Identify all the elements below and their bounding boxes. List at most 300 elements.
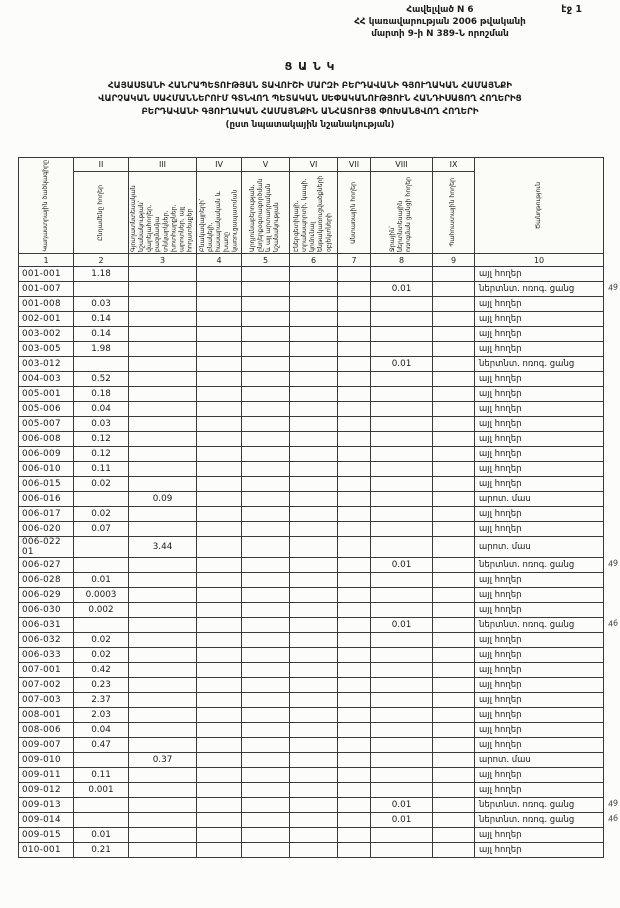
value-cell	[242, 267, 290, 282]
note-text: այլ հողեր	[479, 680, 522, 690]
column-numeral: IV	[197, 158, 242, 172]
value-cell	[433, 402, 475, 417]
table-row	[19, 813, 604, 828]
table-row	[19, 342, 604, 357]
value-cell: 0.14	[74, 327, 129, 342]
value-cell	[242, 387, 290, 402]
value-cell	[371, 828, 433, 843]
table-row	[19, 462, 604, 477]
note-cell	[475, 372, 604, 387]
value-cell	[338, 783, 371, 798]
value-cell	[197, 327, 242, 342]
value-cell	[290, 372, 338, 387]
value-cell: 0.0003	[74, 588, 129, 603]
value-cell	[338, 522, 371, 537]
value-cell: 0.02	[74, 507, 129, 522]
note-text: ներտնտ. ոռոգ. ցանց	[479, 620, 575, 630]
value-cell: 0.01	[371, 813, 433, 828]
note-cell	[475, 843, 604, 858]
value-cell: 0.001	[74, 783, 129, 798]
value-cell	[290, 813, 338, 828]
note-text: այլ հողեր	[479, 389, 522, 399]
value-cell	[129, 297, 197, 312]
value-cell	[433, 327, 475, 342]
value-cell	[197, 282, 242, 297]
note-text: այլ հողեր	[479, 665, 522, 675]
value-cell	[242, 372, 290, 387]
table-row	[19, 648, 604, 663]
value-cell: 0.21	[74, 843, 129, 858]
value-cell	[290, 678, 338, 693]
header-forest	[338, 172, 371, 254]
value-cell	[290, 633, 338, 648]
value-cell	[129, 387, 197, 402]
note-text: այլ հողեր	[479, 449, 522, 459]
table-row	[19, 573, 604, 588]
value-cell	[242, 828, 290, 843]
value-cell	[197, 558, 242, 573]
value-cell	[433, 282, 475, 297]
value-cell	[433, 372, 475, 387]
value-cell	[371, 402, 433, 417]
table-row	[19, 618, 604, 633]
note-cell	[475, 267, 604, 282]
value-cell	[433, 462, 475, 477]
value-cell: 0.12	[74, 432, 129, 447]
value-cell	[290, 537, 338, 558]
value-cell	[74, 558, 129, 573]
value-cell	[371, 783, 433, 798]
column-number: 7	[338, 254, 371, 267]
column-number: 6	[290, 254, 338, 267]
note-cell	[475, 603, 604, 618]
value-cell	[338, 357, 371, 372]
note-text: այլ հողեր	[479, 269, 522, 279]
cadastral-code-cell: 006-016	[19, 492, 74, 507]
value-cell	[197, 372, 242, 387]
value-cell	[371, 522, 433, 537]
value-cell	[129, 573, 197, 588]
cadastral-code-cell: 010-001	[19, 843, 74, 858]
value-cell	[197, 537, 242, 558]
value-cell	[338, 738, 371, 753]
value-cell: 0.02	[74, 477, 129, 492]
value-cell	[242, 768, 290, 783]
note-text: ներտնտ. ոռոգ. ցանց	[479, 815, 575, 825]
note-text: այլ հողեր	[479, 845, 522, 855]
value-cell	[197, 312, 242, 327]
value-cell	[371, 507, 433, 522]
cadastral-code-cell: 003-012	[19, 357, 74, 372]
value-cell	[290, 492, 338, 507]
value-cell	[197, 588, 242, 603]
margin-annotation: 49	[607, 558, 619, 569]
header-reserve	[433, 172, 475, 254]
value-cell	[290, 297, 338, 312]
note-cell	[475, 723, 604, 738]
value-cell	[197, 357, 242, 372]
value-cell	[197, 462, 242, 477]
value-cell: 0.12	[74, 447, 129, 462]
value-cell	[197, 738, 242, 753]
value-cell	[290, 693, 338, 708]
value-cell	[290, 798, 338, 813]
note-cell	[475, 462, 604, 477]
cadastral-code-cell: 006-008	[19, 432, 74, 447]
table-row	[19, 507, 604, 522]
value-cell	[129, 798, 197, 813]
cadastral-code-cell: 005-007	[19, 417, 74, 432]
header-label: Ջրային՝ ներտնտեսային ոռոգման ցանցի հողեր	[389, 176, 413, 252]
value-cell	[129, 432, 197, 447]
value-cell	[129, 648, 197, 663]
value-cell	[371, 267, 433, 282]
table-row	[19, 828, 604, 843]
value-cell	[371, 588, 433, 603]
note-text: այլ հողեր	[479, 725, 522, 735]
table-row	[19, 768, 604, 783]
cadastral-code-cell: 006-032	[19, 633, 74, 648]
table-row	[19, 723, 604, 738]
note-cell	[475, 798, 619, 813]
header-label: Անտառային հողեր	[349, 181, 357, 244]
column-number: 8	[371, 254, 433, 267]
value-cell	[433, 618, 475, 633]
value-cell	[338, 327, 371, 342]
value-cell	[129, 447, 197, 462]
value-cell	[129, 828, 197, 843]
value-cell	[338, 708, 371, 723]
column-number: 3	[129, 254, 197, 267]
table-row	[19, 843, 604, 858]
header-cadastral-code	[19, 158, 74, 254]
table-row	[19, 558, 604, 573]
value-cell	[74, 618, 129, 633]
value-cell	[433, 648, 475, 663]
value-cell	[433, 537, 475, 558]
note-cell	[475, 447, 604, 462]
value-cell	[197, 603, 242, 618]
margin-annotation: 46	[607, 813, 619, 824]
cadastral-code-cell: 009-011	[19, 768, 74, 783]
table-row	[19, 357, 604, 372]
value-cell: 0.01	[371, 558, 433, 573]
value-cell	[129, 693, 197, 708]
column-numeral: VIII	[371, 158, 433, 172]
value-cell	[290, 267, 338, 282]
value-cell	[74, 537, 129, 558]
value-cell	[338, 507, 371, 522]
value-cell	[74, 753, 129, 768]
value-cell	[290, 507, 338, 522]
value-cell	[242, 798, 290, 813]
value-cell	[242, 738, 290, 753]
value-cell	[197, 342, 242, 357]
value-cell	[371, 603, 433, 618]
value-cell: 0.37	[129, 753, 197, 768]
header-label: Բնակավայրերի՝ բնակելի, հասարակական և խառը կառուցապատման	[198, 189, 239, 252]
value-cell	[242, 813, 290, 828]
note-cell	[475, 813, 619, 828]
cadastral-code-cell: 007-003	[19, 693, 74, 708]
value-cell	[338, 768, 371, 783]
value-cell	[338, 753, 371, 768]
value-cell	[129, 663, 197, 678]
value-cell	[433, 783, 475, 798]
note-cell	[475, 417, 604, 432]
value-cell	[129, 588, 197, 603]
value-cell	[371, 312, 433, 327]
note-text: այլ հողեր	[479, 404, 522, 414]
note-cell	[475, 828, 604, 843]
note-text: այլ հողեր	[479, 479, 522, 489]
value-cell	[433, 753, 475, 768]
cadastral-code-cell: 006-022 01	[19, 537, 74, 558]
column-number: 1	[19, 254, 74, 267]
value-cell	[290, 387, 338, 402]
value-cell	[129, 267, 197, 282]
note-cell	[475, 633, 604, 648]
note-text: ներտնտ. ոռոգ. ցանց	[479, 800, 575, 810]
value-cell	[433, 267, 475, 282]
value-cell	[242, 312, 290, 327]
table-row	[19, 678, 604, 693]
value-cell	[290, 618, 338, 633]
value-cell	[338, 282, 371, 297]
value-cell	[290, 477, 338, 492]
value-cell	[242, 537, 290, 558]
value-cell	[433, 387, 475, 402]
column-numeral: V	[242, 158, 290, 172]
value-cell	[338, 828, 371, 843]
value-cell	[338, 387, 371, 402]
value-cell	[129, 462, 197, 477]
table-row	[19, 432, 604, 447]
value-cell	[197, 678, 242, 693]
value-cell	[371, 573, 433, 588]
value-cell	[290, 522, 338, 537]
value-cell	[338, 462, 371, 477]
value-cell	[197, 648, 242, 663]
value-cell	[433, 432, 475, 447]
value-cell	[197, 507, 242, 522]
value-cell	[371, 663, 433, 678]
value-cell	[338, 573, 371, 588]
value-cell: 0.04	[74, 402, 129, 417]
value-cell	[290, 828, 338, 843]
value-cell	[433, 588, 475, 603]
value-cell: 0.52	[74, 372, 129, 387]
margin-annotation: 46	[607, 618, 619, 629]
note-cell	[475, 573, 604, 588]
value-cell	[290, 723, 338, 738]
note-text: այլ հողեր	[479, 695, 522, 705]
value-cell: 0.23	[74, 678, 129, 693]
value-cell	[371, 678, 433, 693]
value-cell	[371, 723, 433, 738]
value-cell	[129, 558, 197, 573]
value-cell	[242, 432, 290, 447]
value-cell	[242, 342, 290, 357]
value-cell	[242, 678, 290, 693]
value-cell	[338, 432, 371, 447]
value-cell	[242, 492, 290, 507]
table-row	[19, 312, 604, 327]
cadastral-code-cell: 003-002	[19, 327, 74, 342]
note-cell	[475, 387, 604, 402]
note-cell	[475, 648, 604, 663]
note-cell	[475, 507, 604, 522]
value-cell	[290, 342, 338, 357]
table-row	[19, 282, 604, 297]
value-cell	[242, 753, 290, 768]
note-cell	[475, 432, 604, 447]
value-cell	[371, 447, 433, 462]
table-row	[19, 693, 604, 708]
value-cell	[242, 282, 290, 297]
note-cell	[475, 693, 604, 708]
value-cell	[290, 432, 338, 447]
value-cell	[433, 357, 475, 372]
value-cell	[433, 297, 475, 312]
cadastral-code-cell: 009-013	[19, 798, 74, 813]
value-cell	[290, 663, 338, 678]
value-cell	[338, 693, 371, 708]
cadastral-code-cell: 001-001	[19, 267, 74, 282]
column-numeral: VII	[338, 158, 371, 172]
table-row	[19, 522, 604, 537]
numeral-row	[19, 158, 604, 172]
table-row	[19, 663, 604, 678]
header-water	[371, 172, 433, 254]
value-cell	[371, 342, 433, 357]
note-cell	[475, 282, 619, 297]
cadastral-code-cell: 009-015	[19, 828, 74, 843]
note-text: ներտնտ. ոռոգ. ցանց	[479, 560, 575, 570]
value-cell: 0.01	[371, 618, 433, 633]
column-number: 2	[74, 254, 129, 267]
table-row	[19, 588, 604, 603]
value-cell	[290, 558, 338, 573]
value-cell	[433, 558, 475, 573]
value-cell	[197, 522, 242, 537]
value-cell	[242, 723, 290, 738]
table-row	[19, 537, 604, 558]
value-cell	[290, 708, 338, 723]
value-cell	[129, 282, 197, 297]
note-text: այլ հողեր	[479, 635, 522, 645]
value-cell	[433, 738, 475, 753]
value-cell	[371, 327, 433, 342]
value-cell: 2.37	[74, 693, 129, 708]
value-cell: 0.02	[74, 633, 129, 648]
value-cell	[242, 783, 290, 798]
appendix-line: ՀՀ կառավարության 2006 թվականի	[354, 16, 526, 27]
cadastral-code-cell: 001-008	[19, 297, 74, 312]
value-cell	[129, 477, 197, 492]
value-cell	[197, 492, 242, 507]
table-row	[19, 738, 604, 753]
value-cell	[371, 768, 433, 783]
value-cell	[197, 633, 242, 648]
value-cell	[433, 798, 475, 813]
note-text: արոտ. մաս	[479, 755, 531, 765]
cadastral-code-cell: 006-033	[19, 648, 74, 663]
value-cell	[290, 327, 338, 342]
value-cell: 0.01	[371, 798, 433, 813]
table-row	[19, 402, 604, 417]
table-row	[19, 417, 604, 432]
header-label: Արդյունաբերության, ընդերքօգտագործման և այլ արտադրական նշանակության	[249, 178, 281, 252]
note-text: այլ հողեր	[479, 710, 522, 720]
value-cell	[338, 633, 371, 648]
note-cell	[475, 492, 604, 507]
cadastral-code-cell: 004-003	[19, 372, 74, 387]
header-industrial	[242, 172, 290, 254]
cadastral-code-cell: 005-001	[19, 387, 74, 402]
note-text: այլ հողեր	[479, 590, 522, 600]
value-cell: 0.02	[74, 648, 129, 663]
value-cell	[129, 522, 197, 537]
value-cell	[433, 342, 475, 357]
value-cell	[242, 588, 290, 603]
value-cell	[290, 462, 338, 477]
value-cell	[129, 708, 197, 723]
value-cell	[371, 477, 433, 492]
value-cell	[433, 633, 475, 648]
value-cell	[242, 507, 290, 522]
note-text: արոտ. մաս	[479, 542, 531, 552]
appendix-block	[335, 5, 545, 41]
subtitle-line: ԲԵՐԴԱՎԱՆԻ ԳՅՈՒՂԱԿԱՆ ՀԱՄԱՅՆՔԻՆ ԱՆՀԱՏՈՒՅՑ ՓՈԽԱՆՑՎՈՂ ՀՈՂԵՐԻ	[141, 107, 479, 118]
value-cell	[371, 432, 433, 447]
value-cell	[338, 342, 371, 357]
value-cell	[433, 768, 475, 783]
value-cell	[338, 267, 371, 282]
value-cell	[242, 618, 290, 633]
value-cell	[129, 738, 197, 753]
land-table	[18, 157, 619, 858]
column-numeral: II	[74, 158, 129, 172]
value-cell	[290, 843, 338, 858]
value-cell	[338, 678, 371, 693]
column-number: 5	[242, 254, 290, 267]
value-cell	[338, 663, 371, 678]
note-text: այլ հողեր	[479, 434, 522, 444]
value-cell	[433, 843, 475, 858]
table-body	[19, 267, 619, 858]
value-cell	[242, 573, 290, 588]
value-cell	[433, 828, 475, 843]
table-row	[19, 708, 604, 723]
value-cell	[129, 417, 197, 432]
value-cell	[129, 312, 197, 327]
table-row	[19, 477, 604, 492]
value-cell	[197, 693, 242, 708]
value-cell	[433, 507, 475, 522]
note-text: այլ հողեր	[479, 344, 522, 354]
note-cell	[475, 588, 604, 603]
cadastral-code-cell: 006-029	[19, 588, 74, 603]
value-cell	[197, 432, 242, 447]
value-cell	[338, 588, 371, 603]
table-row	[19, 297, 604, 312]
cadastral-code-cell: 006-030	[19, 603, 74, 618]
value-cell	[338, 372, 371, 387]
table-header	[19, 158, 604, 267]
table-row	[19, 753, 604, 768]
value-cell	[129, 783, 197, 798]
